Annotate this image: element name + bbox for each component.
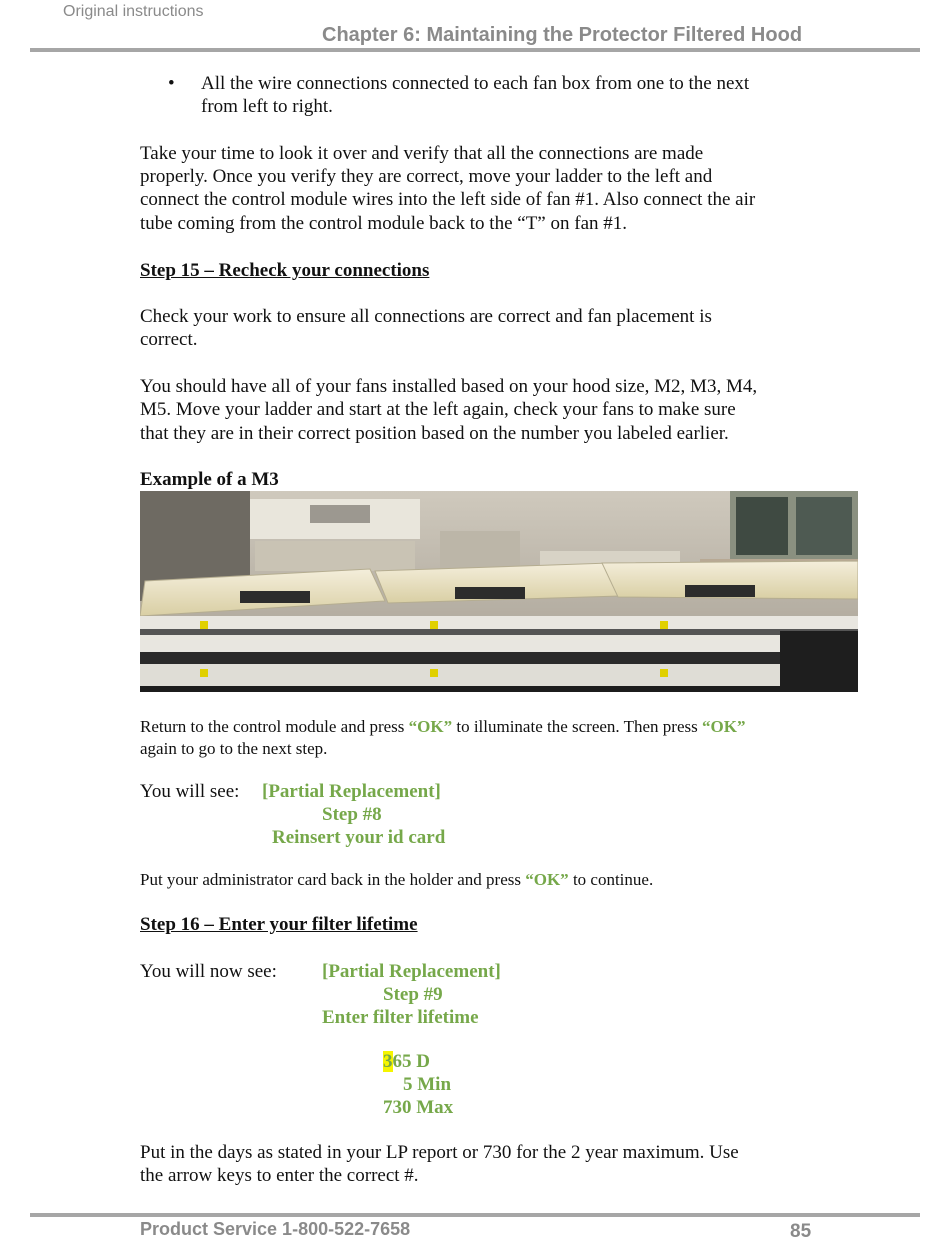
ok-keyword: “OK” (702, 717, 746, 736)
ok-keyword: “OK” (525, 870, 569, 889)
paragraph-line: Put in the days as stated in your LP report or 730 for the 2 year maximum. Use (140, 1142, 739, 1163)
paragraph-line: You should have all of your fans installed based on your hood size, M2, M3, M4, (140, 376, 758, 397)
screen-line: Reinsert your id card (272, 827, 446, 848)
instruction-line (140, 869, 653, 891)
you-will-now-see-label: You will now see: (140, 961, 277, 982)
header-divider (30, 48, 920, 52)
min-value: 5 Min (403, 1074, 452, 1095)
paragraph-line: M5. Move your ladder and start at the left again, check your fans to make sure (140, 399, 736, 420)
max-value: 730 Max (383, 1097, 454, 1118)
bullet-line: from left to right. (201, 96, 333, 117)
screen-line: Step #8 (322, 804, 382, 825)
value-rest: 65 D (392, 1051, 430, 1072)
text: to continue. (568, 870, 654, 889)
instruction-line: again to go to the next step. (140, 739, 328, 758)
original-instructions-label: Original instructions (63, 3, 204, 20)
ok-keyword: “OK” (408, 717, 453, 736)
paragraph-line: tube coming from the control module back to the “T” on fan #1. (140, 213, 627, 234)
text: to illuminate the screen. Then press (452, 717, 702, 736)
screen-line: Enter filter lifetime (322, 1007, 479, 1028)
screen-line: Step #9 (383, 984, 443, 1005)
screen-line: [Partial Replacement] (322, 961, 501, 982)
paragraph-line: the arrow keys to enter the correct #. (140, 1165, 419, 1186)
paragraph-line: correct. (140, 329, 198, 350)
paragraph-line: that they are in their correct position based on the number you labeled earlier. (140, 423, 729, 444)
text: Put your administrator card back in the holder and press (140, 870, 526, 889)
step-15-heading: Step 15 – Recheck your connections (140, 260, 430, 281)
page-number: 85 (790, 1221, 812, 1242)
bullet-icon: • (168, 73, 175, 94)
m3-fan-photo (140, 491, 858, 692)
screen-line: [Partial Replacement] (262, 781, 441, 802)
lifetime-value (383, 1050, 430, 1073)
paragraph-line: connect the control module wires into the left side of fan #1. Also connect the air (140, 189, 756, 210)
paragraph-line: properly. Once you verify they are correct, move your ladder to the left and (140, 166, 713, 187)
step-16-heading: Step 16 – Enter your filter lifetime (140, 914, 418, 935)
paragraph-line: Take your time to look it over and verify that all the connections are made (140, 143, 704, 164)
you-will-see-label: You will see: (140, 781, 240, 802)
chapter-title: Chapter 6: Maintaining the Protector Filtered Hood (322, 24, 803, 46)
bullet-line: All the wire connections connected to each fan box from one to the next (201, 73, 750, 94)
footer-divider (30, 1213, 920, 1217)
cursor-digit: 3 (383, 1051, 393, 1072)
instruction-line (140, 716, 745, 738)
text: Return to the control module and press (140, 717, 409, 736)
example-label: Example of a M3 (140, 469, 279, 490)
product-service-phone: Product Service 1-800-522-7658 (140, 1219, 411, 1239)
paragraph-line: Check your work to ensure all connections are correct and fan placement is (140, 306, 712, 327)
